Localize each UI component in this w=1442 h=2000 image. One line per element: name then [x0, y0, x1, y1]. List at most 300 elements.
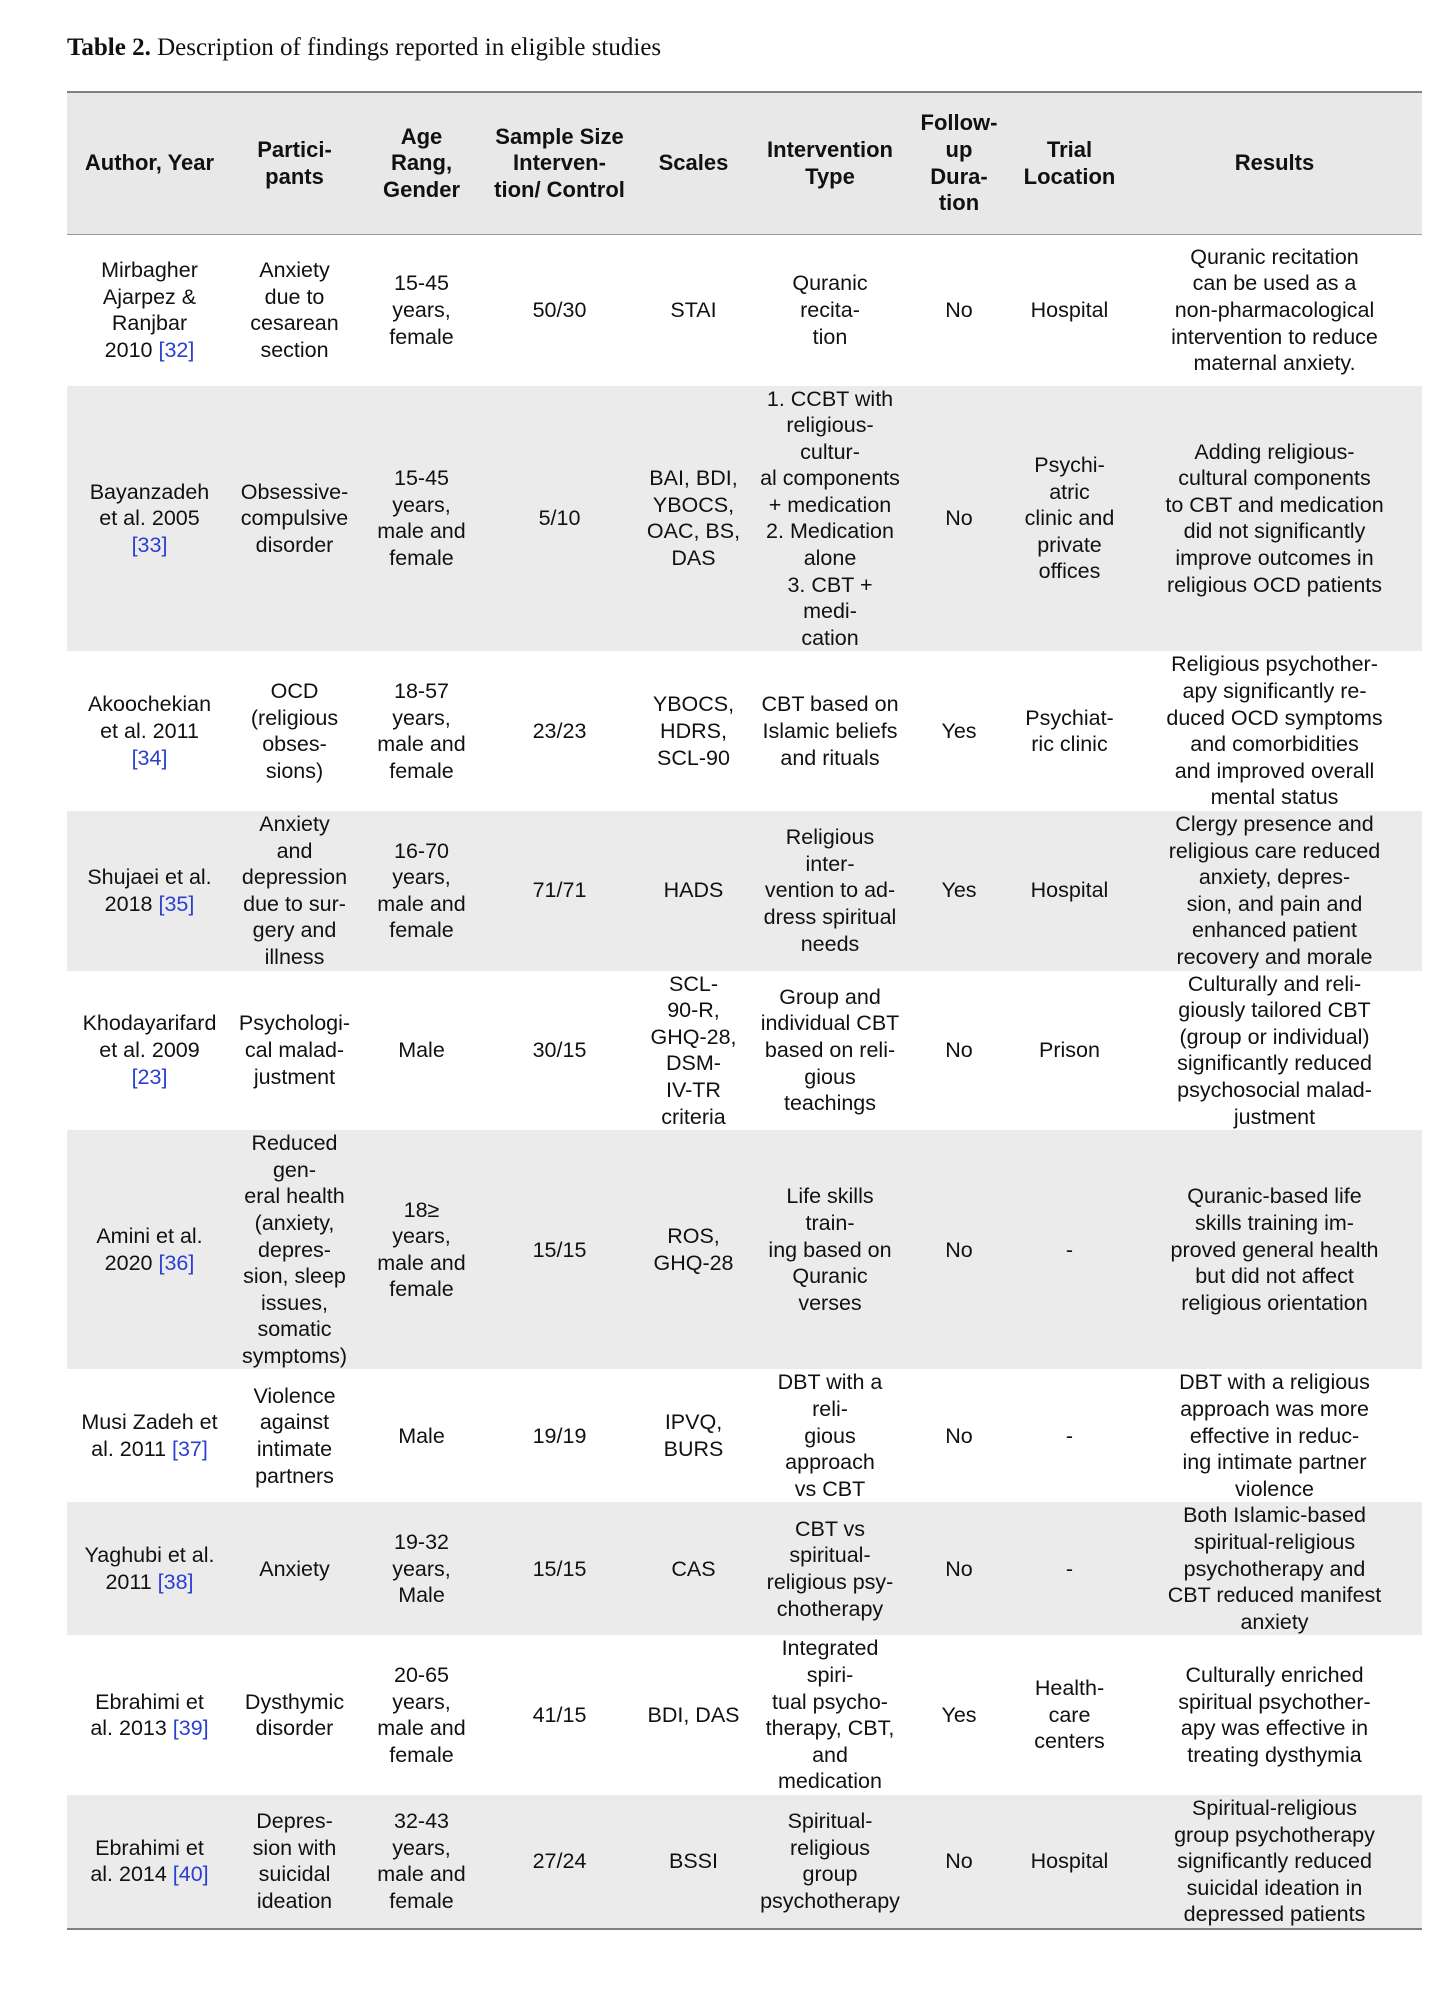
- cell-line: years,: [392, 1835, 451, 1860]
- cell-line: mental status: [1210, 785, 1339, 810]
- cell-line: spiritual-religious: [1193, 1530, 1356, 1555]
- cell-line: SCL-: [669, 971, 718, 996]
- cell-line: 15-45: [394, 466, 449, 491]
- cell-line: Quranic verses: [792, 1264, 868, 1315]
- cell-line: psychotherapy: [760, 1889, 900, 1914]
- cell-line: Results: [1234, 150, 1315, 176]
- cell-line: Yes: [941, 718, 977, 743]
- cell-line: alone: [803, 546, 857, 571]
- citation-link[interactable]: [38]: [157, 1569, 194, 1594]
- cell-line: religious care reduced: [1168, 838, 1381, 863]
- trial-location-cell: [1012, 386, 1127, 652]
- cell-line: years,: [392, 1556, 451, 1581]
- cell-line: suicidal ideation in: [1186, 1875, 1363, 1900]
- trial-location-cell: [1012, 1369, 1127, 1502]
- cell-line: giously tailored CBT: [1178, 998, 1371, 1023]
- cell-line: CBT vs spiritual-: [789, 1516, 871, 1568]
- table-row: [67, 1369, 1422, 1502]
- citation-link[interactable]: [39]: [172, 1716, 209, 1741]
- cell-line: Ebrahimi et: [95, 1835, 204, 1860]
- author-cell: [67, 386, 232, 652]
- intervention-type-cell: [754, 811, 906, 971]
- cell-line: Obsessive-: [240, 479, 349, 504]
- age-gender-cell: [357, 1130, 486, 1369]
- cell-line: No: [945, 1038, 973, 1063]
- cell-line: criteria: [661, 1104, 726, 1129]
- cell-line: BURS: [663, 1436, 724, 1461]
- cell-line: et al. 2005: [99, 506, 200, 531]
- cell-line: religious psy-: [766, 1569, 894, 1594]
- cell-line: obses-: [262, 732, 327, 757]
- cell-line: chotherapy: [776, 1596, 884, 1621]
- cell-line: religious OCD patients: [1166, 572, 1383, 597]
- participants-cell: [232, 386, 357, 652]
- age-gender-cell: [357, 811, 486, 971]
- cell-line: male and: [377, 1716, 466, 1741]
- cell-line: Reduced: [251, 1131, 338, 1156]
- cell-line: (anxiety,: [254, 1210, 335, 1235]
- table-row: [67, 971, 1422, 1131]
- participants-cell: [232, 651, 357, 811]
- cell-line: Follow-: [920, 110, 998, 136]
- cell-line: No: [945, 1556, 973, 1581]
- intervention-type-cell: [754, 386, 906, 652]
- cell-line: and medication: [778, 1742, 882, 1794]
- scales-cell: [633, 235, 754, 386]
- cell-line: against: [259, 1410, 330, 1435]
- col-header-intervention-type: [754, 92, 906, 235]
- cell-line: cultural components: [1178, 466, 1371, 491]
- citation-link[interactable]: [40]: [172, 1862, 209, 1887]
- intervention-type-cell: [754, 1635, 906, 1795]
- cell-line: 15/15: [532, 1556, 587, 1581]
- cell-line: GHQ-28: [653, 1250, 734, 1275]
- cell-line: ROS,: [667, 1224, 720, 1249]
- results-cell: [1127, 651, 1422, 811]
- citation-link[interactable]: [33]: [131, 532, 168, 557]
- cell-line: to CBT and medication: [1165, 492, 1384, 517]
- cell-line: sion with: [252, 1835, 337, 1860]
- cell-line: male and: [377, 1250, 466, 1275]
- cell-line: (religious: [250, 705, 339, 730]
- sample-size-cell: [486, 651, 633, 811]
- cell-line: 32-43: [394, 1809, 449, 1834]
- author-cell: [67, 1369, 232, 1502]
- cell-line: Anxiety: [259, 1556, 330, 1581]
- cell-line: vs CBT: [794, 1476, 866, 1501]
- col-header-scales: [633, 92, 754, 235]
- cell-line: female: [389, 1742, 454, 1767]
- cell-line: Yes: [941, 1702, 977, 1727]
- scales-cell: [633, 1130, 754, 1369]
- author-cell: [67, 1635, 232, 1795]
- cell-line: Anxiety: [259, 258, 330, 283]
- age-gender-cell: [357, 1795, 486, 1929]
- cell-line: -: [1065, 1556, 1074, 1581]
- cell-line: skills training im-: [1195, 1210, 1354, 1235]
- intervention-type-cell: [754, 1502, 906, 1635]
- participants-cell: [232, 1369, 357, 1502]
- cell-line: Religious inter-: [785, 825, 875, 876]
- intervention-type-cell: [754, 971, 906, 1131]
- table-row: [67, 1635, 1422, 1795]
- cell-line: BAI, BDI,: [649, 466, 738, 491]
- results-cell: [1127, 235, 1422, 386]
- cell-line: cation: [801, 625, 859, 650]
- author-cell: [67, 971, 232, 1131]
- cell-line: 16-70: [394, 838, 449, 863]
- sample-size-cell: [486, 811, 633, 971]
- cell-line: approach was more: [1180, 1397, 1369, 1422]
- cell-line: years,: [392, 1224, 451, 1249]
- participants-cell: [232, 811, 357, 971]
- age-gender-cell: [357, 235, 486, 386]
- cell-line: group psychotherapy: [1174, 1822, 1375, 1847]
- cell-line: Psychologi-: [238, 1011, 351, 1036]
- citation-link[interactable]: [23]: [131, 1064, 168, 1089]
- table-row: [67, 1130, 1422, 1369]
- cell-line: female: [389, 918, 454, 943]
- sample-size-cell: [486, 971, 633, 1131]
- follow-up-cell: [906, 1795, 1012, 1929]
- cell-line: CAS: [671, 1556, 716, 1581]
- cell-line: justment: [1233, 1104, 1316, 1129]
- cell-line: HDRS,: [660, 718, 727, 743]
- results-cell: [1127, 811, 1422, 971]
- cell-line: psychotherapy and: [1183, 1556, 1366, 1581]
- cell-line: but did not affect: [1195, 1264, 1354, 1289]
- cell-line: Type: [805, 163, 855, 189]
- cell-line: 23/23: [532, 718, 587, 743]
- cell-line: -: [1065, 1423, 1074, 1448]
- author-cell: [67, 235, 232, 386]
- trial-location-cell: [1012, 811, 1127, 971]
- cell-line: and: [276, 838, 313, 863]
- table-row: [67, 651, 1422, 811]
- cell-line: Ranjbar: [111, 311, 188, 336]
- sample-size-cell: [486, 386, 633, 652]
- follow-up-cell: [906, 235, 1012, 386]
- trial-location-cell: [1012, 1795, 1127, 1929]
- cell-line: 15-45: [394, 271, 449, 296]
- cell-line: 18≥: [403, 1197, 440, 1222]
- cell-line: Bayanzadeh: [89, 479, 210, 504]
- results-cell: [1127, 1130, 1422, 1369]
- cell-line: 19-32: [394, 1530, 449, 1555]
- cell-line: treating dysthymia: [1187, 1742, 1362, 1767]
- cell-line: and comorbidities: [1190, 732, 1359, 757]
- cell-line: et al. 2009: [99, 1038, 200, 1063]
- caption-text: Description of findings reported in eligible studies: [150, 34, 662, 61]
- cell-line: did not significantly: [1183, 519, 1366, 544]
- participants-cell: [232, 235, 357, 386]
- cell-line: Integrated spiri-: [781, 1636, 879, 1687]
- follow-up-cell: [906, 1635, 1012, 1795]
- cell-line: CBT based on: [761, 692, 899, 717]
- col-header-follow-up: [906, 92, 1012, 235]
- cell-line: years,: [392, 1689, 451, 1714]
- cell-line: partners: [255, 1463, 334, 1488]
- cell-line: therapy, CBT,: [765, 1716, 895, 1741]
- age-gender-cell: [357, 1502, 486, 1635]
- findings-table: [67, 91, 1422, 1930]
- cell-line: OCD: [270, 679, 319, 704]
- cell-line: Hospital: [1030, 1849, 1109, 1874]
- cell-line: Interven-: [513, 150, 606, 176]
- cell-line: significantly reduced: [1177, 1051, 1372, 1076]
- col-header-participants: [232, 92, 357, 235]
- trial-location-cell: [1012, 235, 1127, 386]
- cell-line: Spiritual-: [787, 1809, 873, 1834]
- col-header-trial-location: [1012, 92, 1127, 235]
- cell-line: Prison: [1039, 1038, 1100, 1063]
- table-row: [67, 235, 1422, 386]
- cell-line: OAC, BS,: [646, 519, 741, 544]
- cell-line: individual CBT: [760, 1011, 900, 1036]
- table-caption: [67, 34, 661, 62]
- sample-size-cell: [486, 1795, 633, 1929]
- scales-cell: [633, 971, 754, 1131]
- cell-line: pants: [265, 163, 324, 189]
- header-row: [67, 92, 1422, 235]
- cell-line: depressed patients: [1183, 1902, 1366, 1927]
- citation-link[interactable]: [36]: [158, 1250, 195, 1275]
- cell-line: spiritual psychother-: [1178, 1689, 1371, 1714]
- scales-cell: [633, 1369, 754, 1502]
- cell-line: Intervention: [767, 136, 893, 162]
- cell-line: BDI, DAS: [647, 1702, 740, 1727]
- cell-line: No: [945, 1849, 973, 1874]
- col-header-sample-size: [486, 92, 633, 235]
- cell-line: Akoochekian: [87, 692, 212, 717]
- cell-line: 3. CBT + medi-: [787, 572, 873, 624]
- age-gender-cell: [357, 1635, 486, 1795]
- table-row: [67, 1795, 1422, 1929]
- cell-line: needs: [800, 931, 860, 956]
- cell-line: gery and: [252, 918, 337, 943]
- trial-location-cell: [1012, 1502, 1127, 1635]
- cell-line: STAI: [670, 297, 717, 322]
- cell-line: Depres-: [256, 1809, 333, 1834]
- trial-location-cell: [1012, 971, 1127, 1131]
- cell-line: DAS: [671, 546, 716, 571]
- cell-line: Male: [398, 1583, 445, 1608]
- cell-line: Quranic recitation: [1190, 244, 1359, 269]
- scales-cell: [633, 1795, 754, 1929]
- cell-line: female: [389, 1889, 454, 1914]
- cell-line: Culturally enriched: [1185, 1663, 1364, 1687]
- cell-line: Sample Size: [495, 123, 624, 149]
- follow-up-cell: [906, 386, 1012, 652]
- age-gender-cell: [357, 386, 486, 652]
- cell-line: Yaghubi et al.: [84, 1543, 215, 1568]
- cell-line: Psychi-: [1034, 452, 1105, 477]
- cell-line: 1. CCBT with: [766, 386, 894, 411]
- cell-line: based on reli-: [764, 1038, 896, 1063]
- cell-line: and improved overall: [1174, 758, 1375, 783]
- author-cell: [67, 811, 232, 971]
- cell-line: offices: [1038, 559, 1101, 584]
- cell-line: 41/15: [532, 1702, 587, 1727]
- cell-line: Partici-: [257, 136, 332, 162]
- cell-line: 27/24: [532, 1849, 587, 1874]
- results-cell: [1127, 1502, 1422, 1635]
- cell-line: intervention to reduce: [1171, 324, 1378, 349]
- cell-line: justment: [253, 1064, 336, 1089]
- cell-line: DBT with a reli-: [777, 1370, 883, 1422]
- citation-link[interactable]: [34]: [131, 745, 168, 770]
- cell-line: al. 2013: [90, 1716, 173, 1741]
- results-cell: [1127, 1635, 1422, 1795]
- cell-line: care: [1048, 1702, 1091, 1727]
- cell-line: Mirbagher: [101, 258, 198, 283]
- cell-line: improve outcomes in: [1175, 546, 1374, 571]
- cell-line: Both Islamic-based: [1183, 1503, 1366, 1528]
- author-cell: [67, 1795, 232, 1929]
- cell-line: depres-: [258, 1237, 331, 1262]
- cell-line: apy significantly re-: [1182, 679, 1367, 704]
- cell-line: al. 2011: [91, 1436, 172, 1461]
- cell-line: years,: [392, 705, 451, 730]
- cell-line: male and: [377, 1862, 466, 1887]
- cell-line: enhanced patient: [1192, 918, 1357, 943]
- cell-line: al components: [760, 466, 900, 491]
- cell-line: Gender: [382, 176, 461, 202]
- results-cell: [1127, 1369, 1422, 1502]
- citation-link[interactable]: [35]: [158, 891, 195, 916]
- cell-line: up: [945, 136, 973, 162]
- scales-cell: [633, 651, 754, 811]
- cell-line: years,: [392, 297, 451, 322]
- cell-line: duced OCD symptoms: [1166, 705, 1383, 730]
- cell-line: + medication: [768, 492, 892, 517]
- cell-line: proved general health: [1170, 1237, 1379, 1262]
- sample-size-cell: [486, 235, 633, 386]
- cell-line: illness: [264, 944, 325, 969]
- citation-link[interactable]: [32]: [158, 337, 195, 362]
- cell-line: Scales: [658, 150, 729, 176]
- cell-line: cesarean: [250, 311, 339, 336]
- cell-line: Author, Year: [84, 150, 215, 176]
- cell-line: Quranic recita-: [792, 271, 868, 322]
- cell-line: 2011: [105, 1569, 158, 1594]
- cell-line: No: [945, 506, 973, 531]
- sample-size-cell: [486, 1502, 633, 1635]
- intervention-type-cell: [754, 1795, 906, 1929]
- cell-line: symptoms): [241, 1343, 348, 1368]
- cell-line: due to sur-: [243, 891, 346, 916]
- cell-line: Spiritual-religious: [1192, 1795, 1357, 1820]
- cell-line: Dura-: [930, 163, 988, 189]
- cell-line: male and: [377, 519, 466, 544]
- cell-line: Violence: [253, 1383, 336, 1408]
- scales-cell: [633, 386, 754, 652]
- cell-line: Clergy presence and: [1175, 812, 1374, 836]
- cell-line: 2. Medication: [766, 519, 894, 544]
- cell-line: male and: [377, 891, 466, 916]
- follow-up-cell: [906, 1369, 1012, 1502]
- cell-line: maternal anxiety.: [1193, 351, 1356, 376]
- cell-line: recovery and morale: [1176, 944, 1373, 969]
- cell-line: CBT reduced manifest: [1167, 1583, 1382, 1608]
- follow-up-cell: [906, 971, 1012, 1131]
- cell-line: Shujaei et al.: [87, 865, 212, 890]
- cell-line: DBT with a religious: [1179, 1370, 1370, 1395]
- cell-line: Islamic beliefs: [762, 718, 898, 743]
- cell-line: Ebrahimi et: [95, 1689, 204, 1714]
- participants-cell: [232, 971, 357, 1131]
- age-gender-cell: [357, 971, 486, 1131]
- cell-line: 20-65: [394, 1663, 449, 1687]
- cell-line: female: [389, 758, 454, 783]
- cell-line: section: [260, 337, 329, 362]
- author-cell: [67, 1130, 232, 1369]
- cell-line: Age: [400, 123, 443, 149]
- cell-line: 90-R,: [667, 998, 720, 1023]
- cell-line: gious approach: [785, 1423, 875, 1475]
- trial-location-cell: [1012, 651, 1127, 811]
- cell-line: compulsive: [240, 506, 349, 531]
- cell-line: Amini et al.: [96, 1224, 203, 1249]
- cell-line: IV-TR: [666, 1077, 721, 1102]
- table-row: [67, 1502, 1422, 1635]
- cell-line: suicidal: [258, 1862, 331, 1887]
- results-cell: [1127, 971, 1422, 1131]
- cell-line: religious group: [789, 1835, 871, 1887]
- cell-line: 30/15: [532, 1038, 587, 1063]
- cell-line: female: [389, 546, 454, 571]
- cell-line: 19/19: [532, 1423, 587, 1448]
- cell-line: Dysthymic: [244, 1689, 345, 1714]
- cell-line: Musi Zadeh et: [81, 1410, 218, 1435]
- cell-line: sion, and pain and: [1186, 891, 1363, 916]
- participants-cell: [232, 1502, 357, 1635]
- cell-line: GHQ-28,: [650, 1024, 737, 1049]
- age-gender-cell: [357, 1369, 486, 1502]
- cell-line: 5/10: [538, 506, 581, 531]
- cell-line: intimate: [256, 1436, 333, 1461]
- cell-line: tion: [938, 190, 980, 216]
- participants-cell: [232, 1795, 357, 1929]
- sample-size-cell: [486, 1130, 633, 1369]
- citation-link[interactable]: [37]: [172, 1436, 208, 1461]
- cell-line: sion, sleep: [243, 1264, 346, 1289]
- cell-line: tion/ Control: [494, 176, 625, 202]
- follow-up-cell: [906, 1502, 1012, 1635]
- cell-line: No: [945, 297, 973, 322]
- follow-up-cell: [906, 1130, 1012, 1369]
- cell-line: gious teachings: [783, 1064, 877, 1116]
- cell-line: Religious psychother-: [1171, 652, 1378, 677]
- cell-line: 2020: [104, 1250, 159, 1275]
- cell-line: eral health: [244, 1184, 345, 1209]
- cell-line: ric clinic: [1031, 732, 1108, 757]
- age-gender-cell: [357, 651, 486, 811]
- intervention-type-cell: [754, 1369, 906, 1502]
- cell-line: IPVQ,: [664, 1410, 723, 1435]
- col-header-age-gender: [357, 92, 486, 235]
- cell-line: centers: [1034, 1729, 1105, 1754]
- cell-line: 2010: [104, 337, 159, 362]
- cell-line: vention to ad-: [764, 878, 896, 903]
- cell-line: Ajarpez &: [102, 284, 197, 309]
- cell-line: Hospital: [1030, 878, 1109, 903]
- cell-line: dress spiritual: [763, 905, 897, 930]
- cell-line: significantly reduced: [1177, 1849, 1372, 1874]
- cell-line: Psychiat-: [1025, 705, 1114, 730]
- cell-line: ing based on: [768, 1237, 892, 1262]
- cell-line: years,: [392, 865, 451, 890]
